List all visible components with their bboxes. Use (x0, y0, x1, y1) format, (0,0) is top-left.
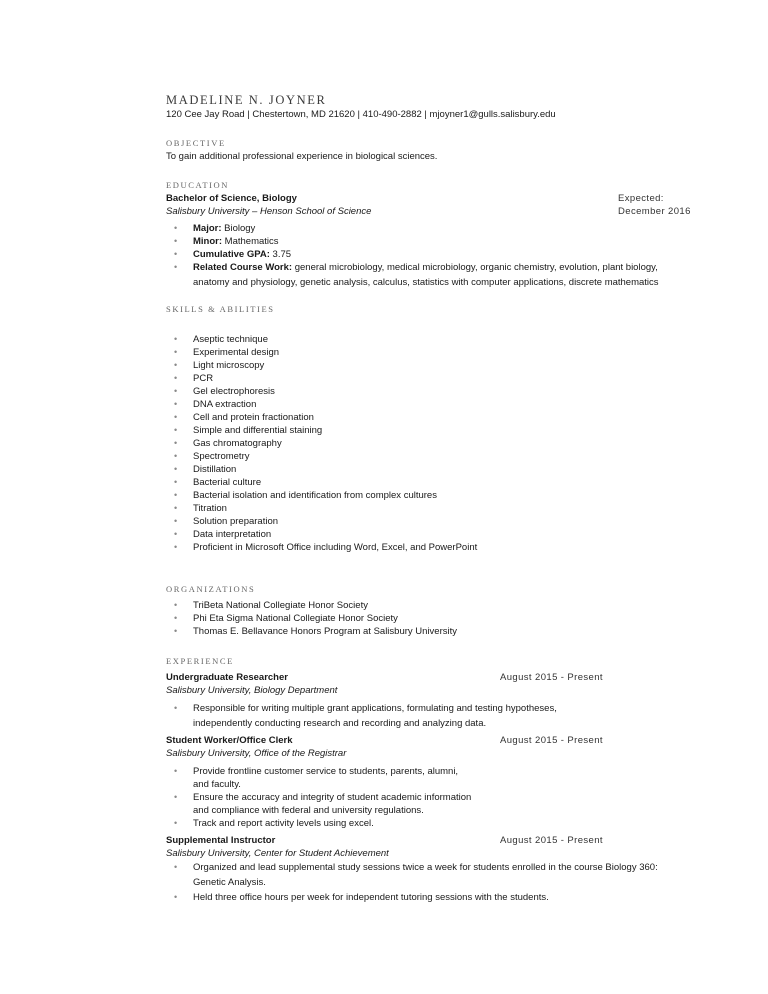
job-bullets (174, 861, 658, 904)
bullet-line: Held three office hours per week for independent tutoring sessions with the students. (193, 892, 549, 903)
candidate-name: MADELINE N. JOYNER (166, 93, 327, 107)
bullet-line: Ensure the accuracy and integrity of student academic information (193, 792, 472, 803)
expected-date: December 2016 (618, 206, 691, 217)
job-org: Salisbury University, Biology Department (166, 685, 338, 696)
list-item: • Bacterial culture (174, 476, 477, 489)
list-item: • Gas chromatography (174, 437, 477, 450)
job-date: August 2015 - Present (500, 835, 603, 846)
list-item (174, 248, 659, 261)
bullet-line: Provide frontline customer service to students, parents, alumni, (193, 766, 459, 777)
list-item (174, 702, 557, 730)
objective-heading: OBJECTIVE (166, 138, 226, 148)
item-value: 3.75 (269, 249, 292, 260)
bullet-line-continued: and faculty. (193, 779, 241, 790)
list-item: • Gel electrophoresis (174, 385, 477, 398)
job-date: August 2015 - Present (500, 735, 603, 746)
list-item: • Titration (174, 502, 477, 515)
list-item (174, 861, 658, 889)
item-value: Mathematics (222, 236, 279, 247)
list-item: • Solution preparation (174, 515, 477, 528)
list-item: • Data interpretation (174, 528, 477, 541)
education-details-list (174, 222, 659, 289)
list-item: • TriBeta National Collegiate Honor Society (174, 599, 457, 612)
bullet-line: Responsible for writing multiple grant applications, formulating and testing hypotheses, (193, 703, 557, 714)
list-item: • Bacterial isolation and identification from complex cultures (174, 489, 477, 502)
organizations-list (174, 599, 457, 638)
skills-list (174, 333, 477, 554)
list-item: • Phi Eta Sigma National Collegiate Honor Society (174, 612, 457, 625)
job-date: August 2015 - Present (500, 672, 603, 683)
bullet-line-continued: and compliance with federal and university regulations. (193, 805, 424, 816)
school-name: Salisbury University – Henson School of Science (166, 206, 372, 217)
objective-text: To gain additional professional experience in biological sciences. (166, 151, 438, 162)
list-item (174, 765, 471, 791)
list-item: • Thomas E. Bellavance Honors Program at Salisbury University (174, 625, 457, 638)
list-item: • Spectrometry (174, 450, 477, 463)
job-title: Supplemental Instructor (166, 835, 276, 846)
list-item: • PCR (174, 372, 477, 385)
job-org: Salisbury University, Center for Student Achievement (166, 848, 389, 859)
bullet-line: Track and report activity levels using excel. (193, 818, 374, 829)
item-label: Related Course Work: (193, 262, 293, 273)
skills-heading: SKILLS & ABILITIES (166, 304, 275, 314)
education-heading: EDUCATION (166, 180, 230, 190)
job-title: Student Worker/Office Clerk (166, 735, 293, 746)
job-org: Salisbury University, Office of the Registrar (166, 748, 347, 759)
bullet-line-continued: independently conducting research and recording and analyzing data. (193, 718, 487, 729)
list-item: • Proficient in Microsoft Office including Word, Excel, and PowerPoint (174, 541, 477, 554)
organizations-heading: ORGANIZATIONS (166, 584, 256, 594)
expected-label: Expected: (618, 193, 664, 204)
item-label: Cumulative GPA: (193, 249, 270, 260)
contact-line: 120 Cee Jay Road | Chestertown, MD 21620 | 410-490-2882 | mjoyner1@gulls.salisbury.edu (166, 109, 556, 120)
list-item (174, 817, 471, 830)
item-value-continued: anatomy and physiology, genetic analysis, calculus, statistics with computer applications, discrete mathematics (193, 277, 659, 288)
list-item: • Experimental design (174, 346, 477, 359)
bullet-line: Organized and lead supplemental study sessions twice a week for students enrolled in the course Biology 360: (193, 862, 658, 873)
list-item: • Light microscopy (174, 359, 477, 372)
degree-title: Bachelor of Science, Biology (166, 193, 297, 204)
list-item: • DNA extraction (174, 398, 477, 411)
item-label: Minor: (193, 236, 223, 247)
item-label: Major: (193, 223, 222, 234)
list-item: • Cell and protein fractionation (174, 411, 477, 424)
item-value: Biology (221, 223, 256, 234)
list-item (174, 791, 471, 817)
list-item (174, 891, 658, 904)
list-item: • Simple and differential staining (174, 424, 477, 437)
bullet-line-continued: Genetic Analysis. (193, 877, 266, 888)
list-item (174, 235, 659, 248)
job-title: Undergraduate Researcher (166, 672, 288, 683)
list-item (174, 222, 659, 235)
list-item (174, 261, 659, 289)
list-item: • Aseptic technique (174, 333, 477, 346)
job-bullets (174, 765, 471, 830)
list-item: • Distillation (174, 463, 477, 476)
item-value: general microbiology, medical microbiology, organic chemistry, evolution, plant biology, (292, 262, 658, 273)
job-bullets (174, 702, 557, 730)
experience-heading: EXPERIENCE (166, 656, 234, 666)
